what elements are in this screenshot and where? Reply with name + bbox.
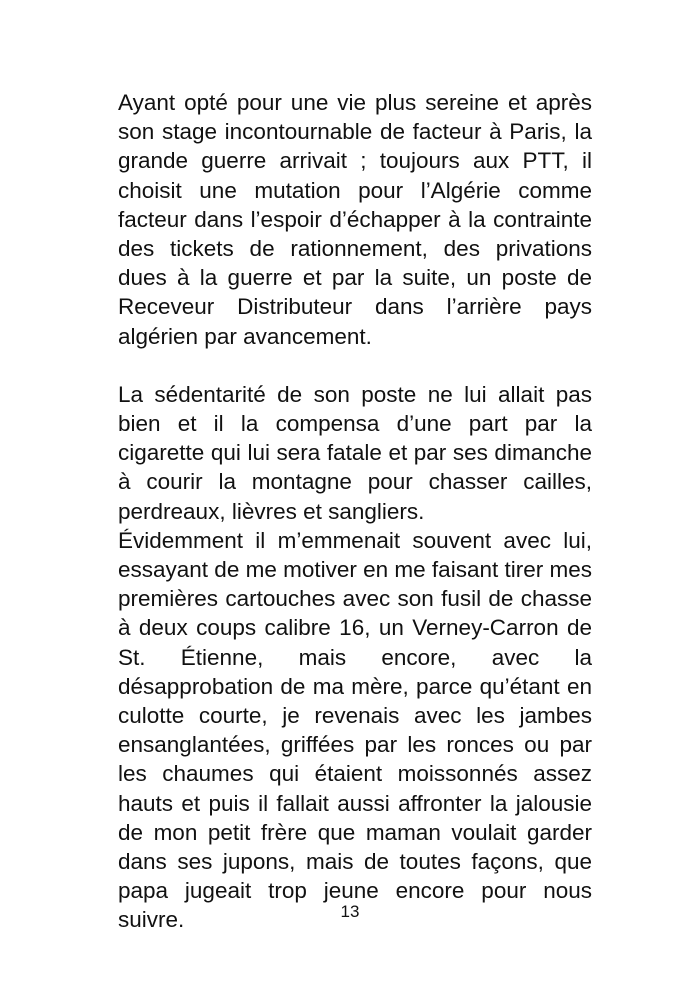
paragraph: Évidemment il m’emmenait souvent avec lui, essayant de me motiver en me faisant tirer mes premières cartouches avec son fusil de chasse à deux coups calibre 16, un Verney-Carron de St. Étienne, mais encore, avec la désapprobation de ma mère, parce qu’étant en culotte courte, je revenais avec les jambes ensanglantées, griffées par les ronces ou par les chaumes qui étaient moissonnés assez hauts et puis il fallait aussi affronter la jalousie de mon petit frère que maman voulait garder dans ses jupons, mais de toutes façons, que papa jugeait trop jeune encore pour nous suivre. (118, 527, 592, 933)
paragraph: La sédentarité de son poste ne lui allait pas bien et il la compensa d’une part par la cigarette qui lui sera fatale et par ses dimanche à courir la montagne pour chasser cailles, perdreaux, lièvres et sangliers. (118, 381, 592, 524)
body-text (118, 88, 592, 935)
page-number: 13 (340, 902, 360, 921)
paragraph: Ayant opté pour une vie plus sereine et après son stage incontournable de facteur à Paris, la grande guerre arrivait ; toujours aux PTT, il choisit une mutation pour l’Algérie comme facteur dans l’espoir d’échapper à la contrainte des tickets de rationnement, des privations dues à la guerre et par la suite, un poste de Receveur Distributeur dans l’arrière pays algérien par avancement. (118, 90, 592, 349)
